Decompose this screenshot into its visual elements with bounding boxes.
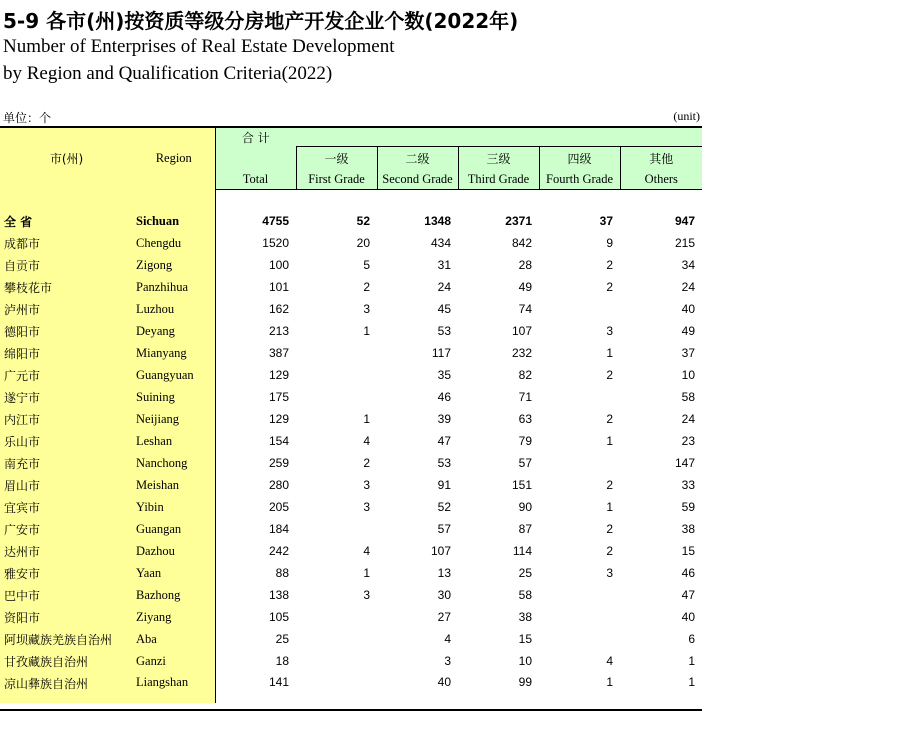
city-name-cn: 南充市 <box>0 452 133 474</box>
cell-g4: 1 <box>606 500 613 514</box>
cell-g1: 2 <box>363 456 370 470</box>
city-name-cn: 绵阳市 <box>0 342 133 364</box>
cell-g3: 842 <box>511 236 532 250</box>
cell-g4: 1 <box>606 675 613 689</box>
region-name-en: Neijiang <box>133 408 215 430</box>
cell-total: 129 <box>215 408 296 430</box>
header-oth-cn: 其他 <box>620 147 702 170</box>
cell-g3: 28 <box>518 258 532 272</box>
cell-g4: 9 <box>606 236 613 250</box>
cell-g2: 39 <box>437 412 451 426</box>
region-name-en: Guangan <box>133 518 215 540</box>
cell-g2: 117 <box>431 346 451 360</box>
cell-oth: 6 <box>688 632 695 646</box>
city-name-cn: 自贡市 <box>0 254 133 276</box>
cell-total: 141 <box>215 672 296 703</box>
cell-g1 <box>296 606 377 628</box>
cell-total: 242 <box>215 540 296 562</box>
header-g4-cn: 四级 <box>539 147 620 170</box>
spacer-cell <box>215 190 296 211</box>
cell-g2: 53 <box>437 324 451 338</box>
region-name-en: Panzhihua <box>133 276 215 298</box>
table-row <box>0 540 702 562</box>
table-row <box>0 650 702 672</box>
cell-g3: 49 <box>518 280 532 294</box>
cell-g2: 53 <box>437 456 451 470</box>
cell-g1: 3 <box>363 500 370 514</box>
table-row <box>0 386 702 408</box>
header-spacer <box>296 127 702 147</box>
cell-g1: 1 <box>363 566 370 580</box>
region-name-en: Yaan <box>133 562 215 584</box>
table-row <box>0 276 702 298</box>
table-row <box>0 474 702 496</box>
cell-g3: 25 <box>518 566 532 580</box>
header-g1-cn: 一级 <box>296 147 377 170</box>
cell-oth: 40 <box>681 302 695 316</box>
unit-label-english: (unit) <box>673 109 700 123</box>
city-name-cn: 达州市 <box>0 540 133 562</box>
cell-oth: 215 <box>674 236 695 250</box>
cell-g1: 4 <box>363 544 370 558</box>
header-g3-en: Third Grade <box>458 169 539 190</box>
cell-g1 <box>296 672 377 703</box>
cell-g4 <box>539 298 620 320</box>
region-name-en: Mianyang <box>133 342 215 364</box>
unit-label-chinese: 单位：个 <box>3 111 52 125</box>
city-name-cn: 广元市 <box>0 364 133 386</box>
cell-g2: 31 <box>437 258 451 272</box>
table-row <box>0 364 702 386</box>
cell-g4: 2 <box>606 478 613 492</box>
city-name-cn: 泸州市 <box>0 298 133 320</box>
cell-g4: 2 <box>606 280 613 294</box>
cell-g1: 52 <box>356 214 370 228</box>
city-name-cn: 成都市 <box>0 232 133 254</box>
city-name-cn: 德阳市 <box>0 320 133 342</box>
cell-oth: 47 <box>681 588 695 602</box>
header-oth-en: Others <box>620 169 702 190</box>
table-row <box>0 298 702 320</box>
cell-g3: 74 <box>518 302 532 316</box>
cell-g3: 79 <box>518 434 532 448</box>
cell-g4: 4 <box>606 654 613 668</box>
cell-oth: 147 <box>674 456 695 470</box>
region-name-en: Deyang <box>133 320 215 342</box>
cell-oth: 947 <box>674 214 695 228</box>
page-title-english-line-1: Number of Enterprises of Real Estate Development <box>3 36 395 57</box>
cell-g2: 27 <box>437 610 451 624</box>
table-row <box>0 408 702 430</box>
cell-total: 138 <box>215 584 296 606</box>
cell-g3: 58 <box>518 588 532 602</box>
cell-g3: 57 <box>518 456 532 470</box>
cell-g2: 45 <box>437 302 451 316</box>
table-row <box>0 606 702 628</box>
region-name-en: Liangshan <box>133 672 215 703</box>
cell-g1 <box>296 342 377 364</box>
cell-g4 <box>539 606 620 628</box>
table-row-province <box>0 210 702 232</box>
table-body <box>0 190 702 704</box>
cell-oth: 34 <box>681 258 695 272</box>
cell-total: 162 <box>215 298 296 320</box>
cell-oth: 10 <box>681 368 695 382</box>
cell-g2: 3 <box>444 654 451 668</box>
cell-oth: 1 <box>688 654 695 668</box>
table-row <box>0 430 702 452</box>
page-title-chinese: 5-9 各市(州)按资质等级分房地产开发企业个数(2022年) <box>3 9 519 33</box>
cell-oth: 15 <box>681 544 695 558</box>
cell-g1 <box>296 650 377 672</box>
cell-oth: 49 <box>681 324 695 338</box>
cell-g2: 91 <box>437 478 451 492</box>
cell-g1: 3 <box>363 478 370 492</box>
cell-total: 18 <box>215 650 296 672</box>
cell-g1: 4 <box>363 434 370 448</box>
cell-g4: 3 <box>606 566 613 580</box>
cell-g2: 52 <box>437 500 451 514</box>
city-name-cn: 巴中市 <box>0 584 133 606</box>
cell-g3: 71 <box>518 390 532 404</box>
cell-g4 <box>539 628 620 650</box>
cell-g3: 15 <box>518 632 532 646</box>
region-name-en: Ganzi <box>133 650 215 672</box>
table-row <box>0 562 702 584</box>
cell-g3: 10 <box>518 654 532 668</box>
table-row <box>0 452 702 474</box>
cell-g4: 2 <box>606 544 613 558</box>
table-row <box>0 496 702 518</box>
table-bottom-rule <box>0 709 702 711</box>
city-name-cn: 阿坝藏族羌族自治州 <box>0 628 133 650</box>
cell-g4 <box>539 584 620 606</box>
cell-oth: 59 <box>681 500 695 514</box>
cell-total: 101 <box>215 276 296 298</box>
cell-g3: 2371 <box>505 214 532 228</box>
cell-g3: 63 <box>518 412 532 426</box>
spacer-cell <box>133 190 215 211</box>
cell-g1: 3 <box>363 302 370 316</box>
cell-g4: 2 <box>606 412 613 426</box>
cell-g1: 1 <box>363 324 370 338</box>
cell-g2: 1348 <box>424 214 451 228</box>
header-total-cn: 合 计 <box>215 127 296 147</box>
cell-g3: 151 <box>511 478 532 492</box>
table-row <box>0 232 702 254</box>
cell-g4: 1 <box>606 346 613 360</box>
cell-g4: 3 <box>606 324 613 338</box>
region-name-en: Bazhong <box>133 584 215 606</box>
cell-oth: 24 <box>681 280 695 294</box>
cell-g3: 232 <box>511 346 532 360</box>
cell-total: 280 <box>215 474 296 496</box>
cell-total: 205 <box>215 496 296 518</box>
table-row <box>0 342 702 364</box>
cell-g2: 4 <box>444 632 451 646</box>
cell-oth: 23 <box>681 434 695 448</box>
cell-total: 25 <box>215 628 296 650</box>
city-name-cn: 宜宾市 <box>0 496 133 518</box>
cell-total: 1520 <box>215 232 296 254</box>
cell-g1: 2 <box>363 280 370 294</box>
region-name-en: Chengdu <box>133 232 215 254</box>
region-name-en: Leshan <box>133 430 215 452</box>
spacer-cell <box>296 190 702 211</box>
header-g3-cn: 三级 <box>458 147 539 170</box>
city-name-cn: 乐山市 <box>0 430 133 452</box>
city-name-cn: 广安市 <box>0 518 133 540</box>
header-city-cn: 市(州) <box>0 127 133 190</box>
cell-g2: 13 <box>437 566 451 580</box>
cell-g3: 99 <box>518 675 532 689</box>
header-total-blank <box>215 147 296 170</box>
region-name-en: Yibin <box>133 496 215 518</box>
cell-total: 129 <box>215 364 296 386</box>
region-name-en: Aba <box>133 628 215 650</box>
region-name-en: Dazhou <box>133 540 215 562</box>
cell-g1 <box>296 518 377 540</box>
cell-g4: 2 <box>606 258 613 272</box>
page-title-english-line-2: by Region and Qualification Criteria(2022) <box>3 63 333 84</box>
cell-g2: 434 <box>430 236 451 250</box>
cell-total: 88 <box>215 562 296 584</box>
cell-oth: 46 <box>681 566 695 580</box>
city-name-cn: 全 省 <box>0 210 133 232</box>
cell-oth: 38 <box>681 522 695 536</box>
cell-g4: 2 <box>606 368 613 382</box>
city-name-cn: 遂宁市 <box>0 386 133 408</box>
cell-oth: 37 <box>681 346 695 360</box>
cell-g2: 46 <box>437 390 451 404</box>
cell-g2: 24 <box>437 280 451 294</box>
cell-g3: 87 <box>518 522 532 536</box>
cell-total: 175 <box>215 386 296 408</box>
region-name-en: Nanchong <box>133 452 215 474</box>
spacer-cell <box>0 190 133 211</box>
header-g2-en: Second Grade <box>377 169 458 190</box>
city-name-cn: 资阳市 <box>0 606 133 628</box>
cell-oth: 24 <box>681 412 695 426</box>
header-g2-cn: 二级 <box>377 147 458 170</box>
city-name-cn: 甘孜藏族自治州 <box>0 650 133 672</box>
cell-g1: 1 <box>363 412 370 426</box>
header-g4-en: Fourth Grade <box>539 169 620 190</box>
region-name-en: Zigong <box>133 254 215 276</box>
cell-total: 4755 <box>215 210 296 232</box>
cell-g2: 107 <box>430 544 451 558</box>
cell-g4 <box>539 452 620 474</box>
city-name-cn: 眉山市 <box>0 474 133 496</box>
cell-oth: 40 <box>681 610 695 624</box>
city-name-cn: 凉山彝族自治州 <box>0 672 133 703</box>
cell-total: 154 <box>215 430 296 452</box>
city-name-cn: 雅安市 <box>0 562 133 584</box>
cell-g1 <box>296 364 377 386</box>
cell-g2: 57 <box>437 522 451 536</box>
table-row <box>0 584 702 606</box>
cell-total: 100 <box>215 254 296 276</box>
city-name-cn: 内江市 <box>0 408 133 430</box>
region-name-en: Suining <box>133 386 215 408</box>
cell-g2: 30 <box>437 588 451 602</box>
cell-total: 184 <box>215 518 296 540</box>
header-region: Region <box>133 127 215 190</box>
cell-g3: 107 <box>511 324 532 338</box>
cell-g3: 38 <box>518 610 532 624</box>
table-row <box>0 254 702 276</box>
cell-g4: 1 <box>606 434 613 448</box>
region-name-en: Ziyang <box>133 606 215 628</box>
cell-g4: 2 <box>606 522 613 536</box>
cell-g3: 90 <box>518 500 532 514</box>
table-row <box>0 320 702 342</box>
header-total-en: Total <box>215 169 296 190</box>
cell-g2: 40 <box>437 675 451 689</box>
cell-g1: 5 <box>363 258 370 272</box>
cell-total: 387 <box>215 342 296 364</box>
region-name-en: Luzhou <box>133 298 215 320</box>
enterprise-count-table <box>0 126 702 703</box>
cell-g2: 35 <box>437 368 451 382</box>
cell-g4: 37 <box>599 214 613 228</box>
cell-total: 259 <box>215 452 296 474</box>
cell-oth: 1 <box>688 675 695 689</box>
region-name-en: Sichuan <box>133 210 215 232</box>
cell-g4 <box>539 386 620 408</box>
region-name-en: Meishan <box>133 474 215 496</box>
cell-oth: 58 <box>681 390 695 404</box>
table-row <box>0 672 702 703</box>
cell-g3: 82 <box>518 368 532 382</box>
cell-g1 <box>296 628 377 650</box>
cell-g3: 114 <box>512 544 532 558</box>
city-name-cn: 攀枝花市 <box>0 276 133 298</box>
cell-g2: 47 <box>437 434 451 448</box>
cell-total: 105 <box>215 606 296 628</box>
cell-total: 213 <box>215 320 296 342</box>
cell-g1: 3 <box>363 588 370 602</box>
header-g1-en: First Grade <box>296 169 377 190</box>
cell-oth: 33 <box>681 478 695 492</box>
cell-g1 <box>296 386 377 408</box>
cell-g1: 20 <box>356 236 370 250</box>
table-row <box>0 628 702 650</box>
region-name-en: Guangyuan <box>133 364 215 386</box>
table-row <box>0 518 702 540</box>
